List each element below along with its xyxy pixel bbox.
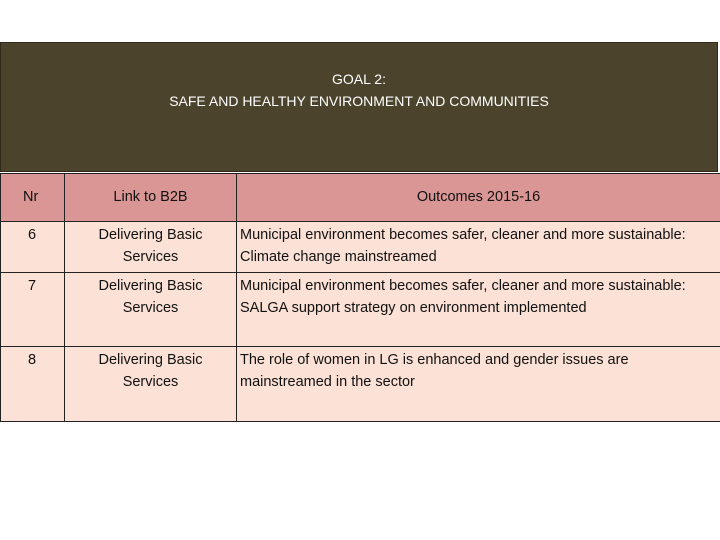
goal-number: GOAL 2: [332, 71, 386, 87]
outcomes-table [0, 173, 720, 422]
row-outcome: The role of women in LG is enhanced and gender issues are mainstreamed in the sector [237, 347, 720, 422]
row-nr: 8 [1, 347, 65, 422]
header-nr: Nr [1, 174, 65, 222]
row-link: Delivering Basic Services [65, 273, 237, 347]
header-link-to-b2b: Link to B2B [65, 174, 237, 222]
row-nr: 6 [1, 222, 65, 273]
table-header-row [1, 174, 720, 222]
row-outcome: Municipal environment becomes safer, cleaner and more sustainable: SALGA support strategy on environment implemented [237, 273, 720, 347]
row-link: Delivering Basic Services [65, 222, 237, 273]
table-row [1, 347, 720, 422]
table-row [1, 273, 720, 347]
goal-banner [0, 42, 718, 172]
row-outcome: Municipal environment becomes safer, cleaner and more sustainable: Climate change mainstreamed [237, 222, 720, 273]
goal-title [1, 68, 717, 112]
row-link: Delivering Basic Services [65, 347, 237, 422]
row-nr: 7 [1, 273, 65, 347]
header-outcomes: Outcomes 2015-16 [237, 174, 720, 222]
table-row [1, 222, 720, 273]
goal-name: SAFE AND HEALTHY ENVIRONMENT AND COMMUNITIES [169, 93, 549, 109]
